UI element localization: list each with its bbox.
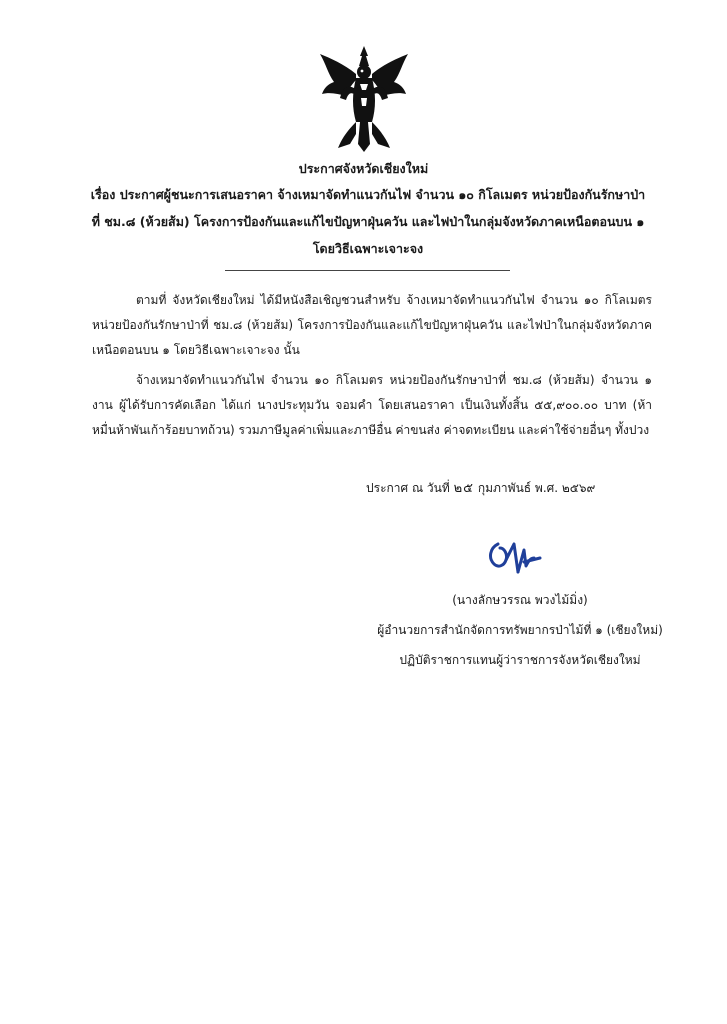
document-title: ประกาศจังหวัดเชียงใหม่ <box>298 161 429 176</box>
announcement-date <box>366 476 595 501</box>
paragraph-1-text: ตามที่ จังหวัดเชียงใหม่ ได้มีหนังสือเชิญชวนสำหรับ จ้างเหมาจัดทำแนวกันไฟ จำนวน ๑๐ กิโลเมตร หน่วยป้องกันรักษาป่าที่ ชม.๘ (ห้วยส้ม) โครงการป้องกันและแก้ไขปัญหาฝุ่นควัน และไฟป่าในกลุ่มจังหวัดภาคเหนือตอนบน ๑ โดยวิธีเฉพาะเจาะจง นั้น <box>92 293 652 357</box>
paragraph-2-text: จ้างเหมาจัดทำแนวกันไฟ จำนวน ๑๐ กิโลเมตร หน่วยป้องกันรักษาป่าที่ ชม.๘ (ห้วยส้ม) จำนวน ๑ งาน ผู้ได้รับการคัดเลือก ได้แก่ นางประทุมวัน จอมคำ โดยเสนอราคา เป็นเงินทั้งสิ้น ๕๕,๙๐๐.๐๐ บาท (ห้าหมื่นห้าพันเก้าร้อยบาทถ้วน) รวมภาษีมูลค่าเพิ่มและภาษีอื่น ค่าขนส่ง ค่าจดทะเบียน และค่าใช้จ่ายอื่นๆ ทั้งปวง <box>92 373 652 437</box>
body-paragraph-2 <box>92 368 652 443</box>
date-month-year: กุมภาพันธ์ พ.ศ. ๒๕๖๙ <box>477 481 596 495</box>
signatory-position: ผู้อำนวยการสำนักจัดการทรัพยากรป่าไม้ที่ ๑ (เชียงใหม่) <box>377 623 663 637</box>
handwritten-signature <box>484 536 546 582</box>
date-prefix: ประกาศ ณ วันที่ <box>366 481 450 495</box>
date-day: ๒๕ <box>453 481 474 496</box>
announcement-subject: เรื่อง ประกาศผู้ชนะการเสนอราคา จ้างเหมาจัดทำแนวกันไฟ จำนวน ๑๐ กิโลเมตร หน่วยป้องกันรักษาป่าที่ ชม.๘ (ห้วยส้ม) โครงการป้องกันและแก้ไขปัญหาฝุ่นควัน และไฟป่าในกลุ่มจังหวัดภาคเหนือตอนบน ๑ โดยวิธีเฉพาะเจาะจง <box>90 187 646 256</box>
garuda-emblem-icon <box>316 44 412 154</box>
signatory-name: (นางลักษวรรณ พวงไม้มิ่ง) <box>452 593 588 607</box>
divider <box>225 270 510 271</box>
body-paragraph-1 <box>92 288 652 363</box>
signatory-acting-for: ปฏิบัติราชการแทนผู้ว่าราชการจังหวัดเชียงใหม่ <box>399 653 641 667</box>
